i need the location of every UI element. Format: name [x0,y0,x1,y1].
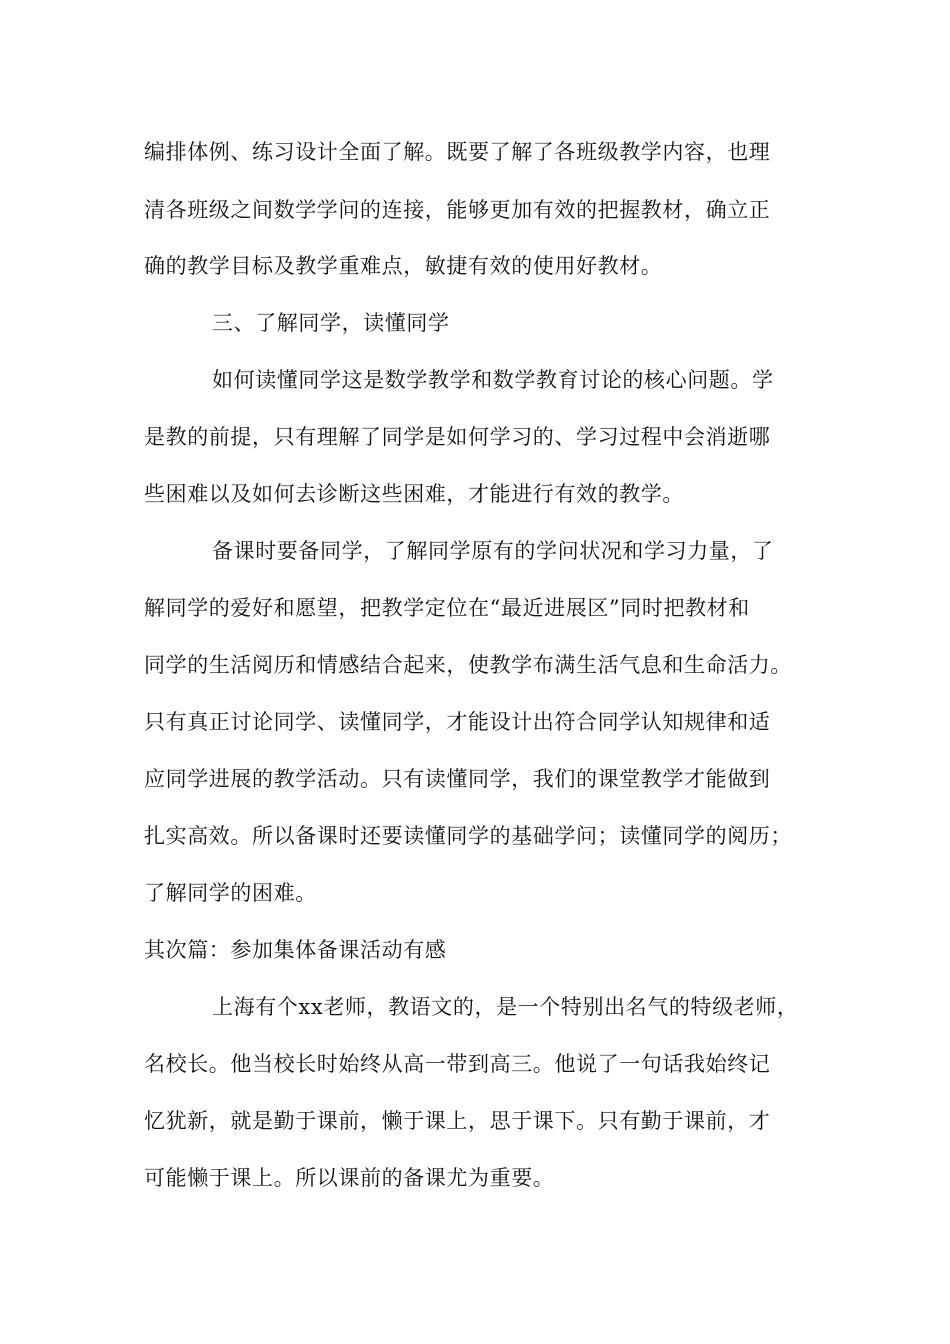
text-line: 清各班级之间数学学问的连接，能够更加有效的把握教材，确立正 [144,198,771,222]
text-line: 了解同学的困难。 [144,881,317,905]
text-line: 扎实高效。所以备课时还要读懂同学的基础学问；读懂同学的阅历； [144,824,792,848]
section-heading: 三、了解同学，读懂同学 [212,311,450,335]
chapter-heading: 其次篇：参加集体备课活动有感 [144,938,447,962]
text-line: 是教的前提，只有理解了同学是如何学习的、学习过程中会消逝哪 [144,425,771,449]
text-line: 如何读懂同学这是数学教学和数学教育讨论的核心问题。学 [212,368,774,392]
text-line: 解同学的爱好和愿望，把教学定位在“最近进展区”同时把教材和 [144,596,750,620]
text-line: 同学的生活阅历和情感结合起来，使教学布满生活气息和生命活力。 [144,653,792,677]
text-line: 只有真正讨论同学、读懂同学，才能设计出符合同学认知规律和适 [144,710,771,734]
text-line: 上海有个xx老师，教语文的，是一个特别出名气的特级老师， [212,995,799,1019]
text-line: 可能懒于课上。所以课前的备课尤为重要。 [144,1166,555,1190]
text-line: 应同学进展的教学活动。只有读懂同学，我们的课堂教学才能做到 [144,767,771,791]
text-line: 备课时要备同学，了解同学原有的学问状况和学习力量，了 [212,539,774,563]
text-line: 忆犹新，就是勤于课前，懒于课上，思于课下。只有勤于课前，才 [144,1109,771,1133]
text-line: 名校长。他当校长时始终从高一带到高三。他说了一句话我始终记 [144,1052,771,1076]
text-line: 确的教学目标及教学重难点，敏捷有效的使用好教材。 [144,254,663,278]
text-line: 编排体例、练习设计全面了解。既要了解了各班级教学内容，也理 [144,140,771,164]
text-line: 些困难以及如何去诊断这些困难，才能进行有效的教学。 [144,482,684,506]
